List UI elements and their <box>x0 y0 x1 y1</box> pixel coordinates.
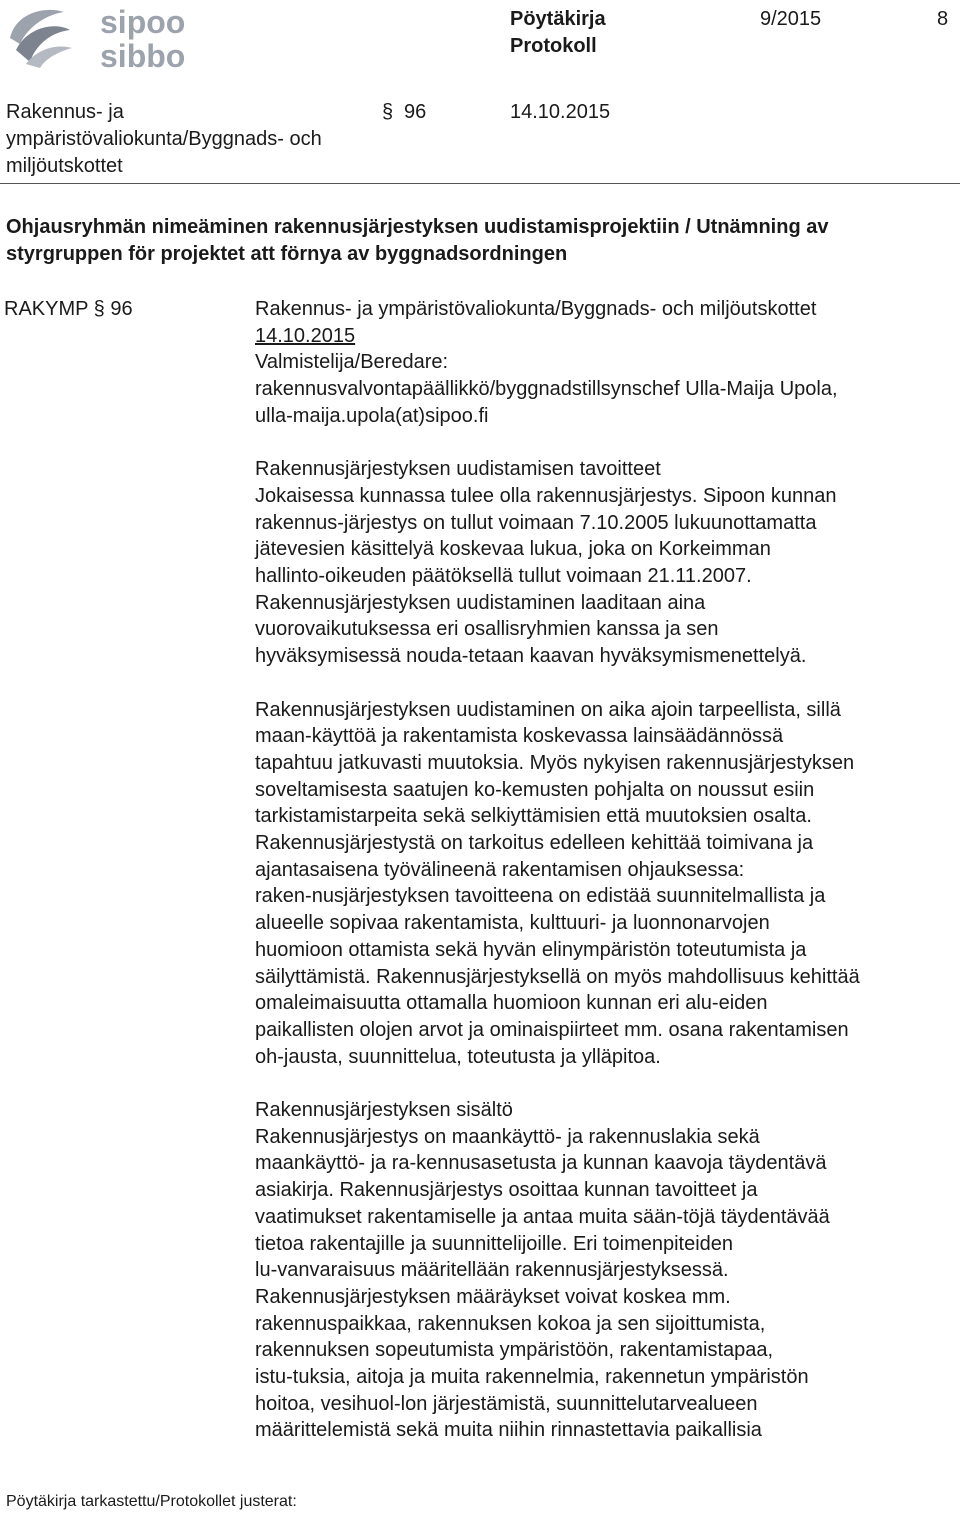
paragraph-line: tapahtuu jatkuvasti muutoksia. Myös nykyisen rakennusjärjestyksen <box>255 751 855 774</box>
intro-line: Rakennus- ja ympäristövaliokunta/Byggnads- och miljöutskottet <box>255 298 817 320</box>
committee-name <box>6 99 386 180</box>
paragraph-line: maan-käyttöä ja rakentamista koskevassa lainsäädännössä <box>255 725 784 748</box>
section-symbol: § <box>382 101 394 123</box>
paragraph-line: hallinto-oikeuden päätöksellä tullut voimaan 21.11.2007. <box>255 565 752 588</box>
page-number: 8 <box>937 8 949 30</box>
paragraph-line: paikallisten olojen arvot ja ominaispiirteet mm. osana rakentamisen <box>255 1018 849 1041</box>
item-title-line: Ohjausryhmän nimeäminen rakennusjärjestyksen uudistamisprojektiin / Utnämning av <box>6 216 829 238</box>
sipoo-logo <box>6 4 256 70</box>
paragraph-line: tietoa rakentajille ja suunnittelijoille. Eri toimenpiteiden <box>255 1232 734 1255</box>
item-title-line: styrgruppen för projektet att förnya av byggnadsordningen <box>6 243 568 265</box>
issue-number: 9/2015 <box>760 8 822 30</box>
paragraph-contents <box>255 1097 955 1444</box>
paragraph-line: Rakennusjärjestys on maankäyttö- ja rakennuslakia sekä <box>255 1125 760 1148</box>
doc-type-fi: Pöytäkirja <box>510 8 606 30</box>
paragraph-line: ajantasaisena työvälineenä rakentamisen ohjauksessa: <box>255 858 745 881</box>
paragraph-line: rakennuspaikkaa, rakennuksen kokoa ja sen sijoittumista, <box>255 1312 766 1335</box>
paragraph-line: asiakirja. Rakennusjärjestys osoittaa kunnan tavoitteet ja <box>255 1179 758 1202</box>
section-label: RAKYMP § 96 <box>4 298 133 320</box>
paragraph-line: Rakennusjärjestystä on tarkoitus edelleen kehittää toimivana ja <box>255 832 814 855</box>
paragraph-line: hoitoa, vesihuol-lon järjestämistä, suunnittelutarvealueen <box>255 1392 758 1415</box>
logo-line2: sibbo <box>100 38 186 70</box>
paragraph-goals <box>255 456 955 670</box>
intro-line: Valmistelija/Beredare: <box>255 351 449 374</box>
paragraph-line: oh-jausta, suunnittelua, toteutusta ja ylläpitoa. <box>255 1045 661 1068</box>
paragraph-line: raken-nusjärjestyksen tavoitteena on edistää suunnitelmallista ja <box>255 885 826 908</box>
paragraph-line: jätevesien käsittelyä koskevaa lukua, joka on Korkeimman <box>255 538 771 561</box>
section-number: 96 <box>404 101 427 123</box>
committee-name-line: miljöutskottet <box>6 155 123 177</box>
item-title <box>6 214 958 268</box>
intro-block <box>255 296 955 430</box>
paragraph-line: säilyttämistä. Rakennusjärjestyksellä on myös mahdollisuus kehittää <box>255 965 860 988</box>
paragraph-line: alueelle sopivaa rakentamista, kulttuuri- ja luonnonarvojen <box>255 912 770 935</box>
intro-line: rakennusvalvontapäällikkö/byggnadstillsynschef Ulla-Maija Upola, <box>255 378 838 401</box>
paragraph-line: Rakennusjärjestyksen uudistaminen laaditaan aina <box>255 591 706 614</box>
paragraph-line: huomioon ottamista sekä hyvän elinympäristön toteutumista ja <box>255 938 807 961</box>
logo-line1: sipoo <box>100 4 186 40</box>
paragraph-line: soveltamisesta saatujen ko-kemusten pohjalta on noussut esiin <box>255 778 815 801</box>
paragraph-line: istu-tuksia, aitoja ja muita rakennelmia, rakennetun ympäristön <box>255 1366 809 1389</box>
meeting-date: 14.10.2015 <box>510 101 611 123</box>
paragraph-line: Rakennusjärjestyksen sisältö <box>255 1099 513 1122</box>
paragraph-line: määrittelemistä sekä muita niihin rinnastettavia paikallisia <box>255 1419 762 1442</box>
committee-name-line: Rakennus- ja <box>6 101 124 123</box>
doc-type-sv: Protokoll <box>510 35 597 57</box>
header-divider <box>0 183 960 184</box>
item-body <box>255 296 955 1444</box>
paragraph-line: Rakennusjärjestyksen uudistamisen tavoitteet <box>255 458 661 481</box>
paragraph-line: Rakennusjärjestyksen uudistaminen on aika ajoin tarpeellista, sillä <box>255 698 841 721</box>
paragraph-line: maankäyttö- ja ra-kennusasetusta ja kunnan kaavoja täydentävä <box>255 1152 827 1175</box>
paragraph-line: vaatimukset rakentamiselle ja antaa muita sään-töjä täydentävää <box>255 1205 830 1228</box>
paragraph-line: hyväksymisessä nouda-tetaan kaavan hyväksymismenettelyä. <box>255 645 807 668</box>
footer-verification: Pöytäkirja tarkastettu/Protokollet justerat: <box>6 1493 297 1510</box>
paragraph-line: Jokaisessa kunnassa tulee olla rakennusjärjestys. Sipoon kunnan <box>255 484 837 507</box>
paragraph-line: vuorovaikutuksessa eri osallisryhmien kanssa ja sen <box>255 618 719 641</box>
sipoo-logo-icon <box>6 4 256 70</box>
paragraph-line: Rakennusjärjestyksen määräykset voivat koskea mm. <box>255 1285 731 1308</box>
intro-date-line: 14.10.2015 <box>255 324 356 347</box>
intro-line: ulla-maija.upola(at)sipoo.fi <box>255 404 489 427</box>
committee-name-line: ympäristövaliokunta/Byggnads- och <box>6 128 322 150</box>
paragraph-line: omaleimaisuutta ottamalla huomioon kunnan eri alu-eiden <box>255 992 768 1015</box>
paragraph-line: tarkistamistarpeita sekä selkiyttämisien että muutoksien osalta. <box>255 805 812 828</box>
paragraph-line: lu-vanvaraisuus määritellään rakennusjärjestyksessä. <box>255 1259 729 1282</box>
paragraph-line: rakennuksen sopeutumista ympäristöön, rakentamistapaa, <box>255 1339 774 1362</box>
paragraph-renewal <box>255 697 955 1071</box>
paragraph-line: rakennus-järjestys on tullut voimaan 7.10.2005 lukuunottamatta <box>255 511 817 534</box>
